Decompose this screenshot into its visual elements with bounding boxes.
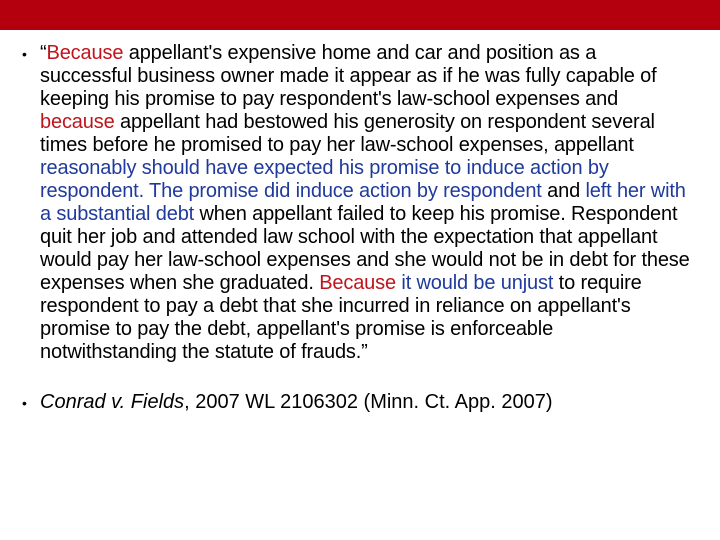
quote-segment-highlight: it would be unjust (401, 272, 554, 294)
case-name: Conrad v. Fields (40, 391, 185, 413)
quote-segment: and (541, 180, 586, 202)
bullet-icon: • (22, 395, 27, 411)
quote-segment: to require respondent to pay a debt that she incurred in reliance on appellant's promise to pay the debt, appellant's promise is enforceable notwithstanding the statute of frauds.” (40, 272, 642, 363)
quote-bullet (22, 42, 702, 364)
quote-segment-highlight: left her with a substantial debt (40, 180, 686, 225)
slide-body (22, 42, 702, 415)
quote-text (40, 42, 690, 364)
quote-segment: “ (40, 42, 47, 64)
quote-segment-emphasis: Because (319, 272, 396, 294)
quote-segment: appellant had bestowed his generosity on respondent several times before he promised to pay her law-school expenses, appellant (40, 111, 655, 156)
quote-segment-highlight: reasonably should have expected his promise to induce action by respondent. The promise did induce action by respondent (40, 157, 609, 202)
citation-reference: , 2007 WL 2106302 (Minn. Ct. App. 2007) (184, 391, 553, 413)
citation-text (40, 391, 553, 414)
citation-bullet (22, 391, 702, 415)
quote-segment-emphasis: because (40, 111, 115, 133)
quote-segment: appellant's expensive home and car and position as a successful business owner made it appear as if he was fully capable of keeping his promise to pay respondent's law-school expenses and (40, 42, 657, 110)
quote-segment-emphasis: Because (46, 42, 124, 64)
top-accent-bar (0, 0, 720, 30)
quote-segment: when appellant failed to keep his promise. Respondent quit her job and attended law school with the expectation that appellant would pay her law-school expenses and she would not be in debt for these expenses when she graduated. (40, 203, 690, 294)
bullet-icon: • (22, 46, 27, 62)
